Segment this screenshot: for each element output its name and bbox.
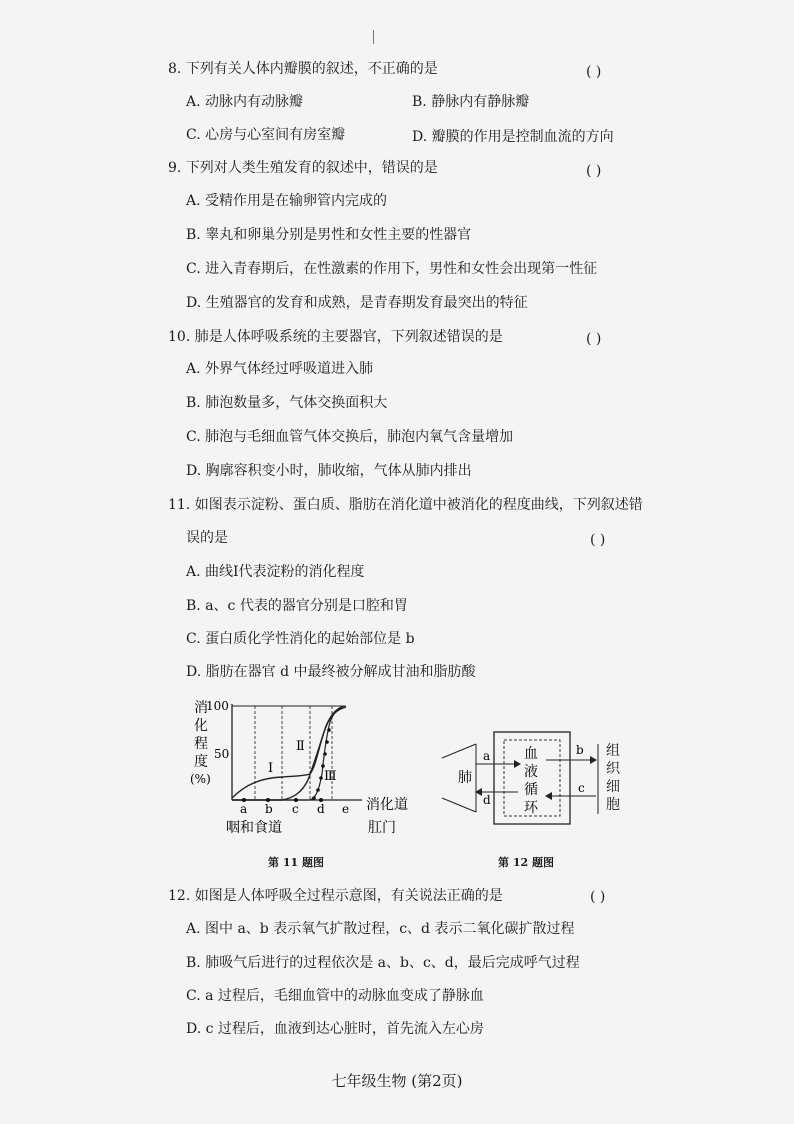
fig11-ylabel-4: 度	[194, 754, 208, 770]
fig12-arrowhead-b	[590, 756, 597, 764]
q9-option-a: A. 受精作用是在输卵管内完成的	[186, 193, 388, 209]
figure-11-digestion-curves	[186, 694, 416, 844]
fig12-tissue-4: 胞	[606, 797, 620, 813]
fig12-label-b: b	[576, 743, 584, 757]
q9-answer-paren: ( )	[586, 163, 602, 179]
q12-option-c: C. a 过程后，毛细血管中的动脉血变成了静脉血	[186, 988, 484, 1004]
q11-answer-paren: ( )	[590, 532, 606, 548]
q11-option-a: A. 曲线Ⅰ代表淀粉的消化程度	[186, 564, 365, 580]
q9-option-b: B. 睾丸和卵巢分别是男性和女性主要的性器官	[186, 227, 472, 243]
q10-option-c: C. 肺泡与毛细血管气体交换后，肺泡内氧气含量增加	[186, 429, 514, 445]
fig12-tissue-1: 组	[606, 743, 620, 759]
q11-stem-line1: 11. 如图表示淀粉、蛋白质、脂肪在消化道中被消化的程度曲线，下列叙述错	[168, 497, 643, 513]
fig12-label-a: a	[483, 749, 491, 763]
fig12-caption: 第 12 题图	[498, 856, 554, 869]
q11-option-b: B. a、c 代表的器官分别是口腔和胃	[186, 598, 408, 614]
fig11-label-curve-2: Ⅱ	[296, 739, 305, 754]
fig12-lung-line-top	[442, 744, 476, 758]
fig12-lung-line-bottom	[442, 798, 476, 812]
q10-stem: 10. 肺是人体呼吸系统的主要器官，下列叙述错误的是	[168, 329, 503, 345]
fig11-xlabel: 消化道	[366, 797, 408, 813]
q12-option-a: A. 图中 a、b 表示氧气扩散过程，c、d 表示二氧化碳扩散过程	[186, 921, 575, 937]
fig11-point-e: e	[342, 802, 350, 816]
fig12-center-3: 循	[524, 782, 538, 798]
fig12-center-2: 液	[524, 764, 538, 780]
fig12-tissue-label	[606, 742, 622, 814]
figure-12-respiration-diagram	[438, 724, 618, 834]
q11-option-c: C. 蛋白质化学性消化的起始部位是 b	[186, 631, 415, 647]
fig12-tissue-3: 细	[606, 779, 620, 795]
page-footer: 七年级生物 (第2页)	[331, 1072, 463, 1090]
q10-option-d: D. 胸廓容积变小时，肺收缩，气体从肺内排出	[186, 463, 472, 479]
q12-option-b: B. 肺吸气后进行的过程依次是 a、b、c、d，最后完成呼气过程	[186, 955, 580, 971]
fig11-label-curve-3: Ⅲ	[324, 769, 337, 784]
fig11-point-d: d	[317, 802, 325, 816]
fig11-label-curve-1: Ⅰ	[268, 761, 274, 776]
fig12-center-4: 环	[524, 800, 538, 816]
q8-stem: 8. 下列有关人体内瓣膜的叙述，不正确的是	[168, 61, 438, 77]
fig12-tissue-2: 织	[606, 761, 620, 777]
q9-option-c: C. 进入青春期后，在性激素的作用下，男性和女性会出现第一性征	[186, 261, 598, 277]
fig12-arrowhead-c	[545, 792, 552, 800]
fig11-ylabel-5: (%)	[190, 772, 211, 786]
fig12-label-d: d	[483, 793, 491, 807]
fig11-y50: 50	[214, 747, 230, 761]
fig12-arrowhead-a	[514, 760, 521, 768]
q10-option-a: A. 外界气体经过呼吸道进入肺	[186, 361, 374, 377]
q8-answer-paren: ( )	[586, 64, 602, 80]
q11-option-d: D. 脂肪在器官 d 中最终被分解成甘油和脂肪酸	[186, 664, 476, 680]
q11-stem-line2: 误的是	[186, 530, 228, 546]
q12-stem: 12. 如图是人体呼吸全过程示意图，有关说法正确的是	[168, 888, 503, 904]
q9-stem: 9. 下列对人类生殖发育的叙述中，错误的是	[168, 160, 438, 176]
q12-option-d: D. c 过程后，血液到达心脏时，首先流入左心房	[186, 1021, 484, 1037]
fig12-center-1: 血	[524, 746, 538, 762]
q10-answer-paren: ( )	[586, 331, 602, 347]
fig11-left-label: 咽和食道	[226, 820, 282, 836]
fig11-ylabel-1: 消	[194, 700, 208, 716]
fig11-point-a: a	[240, 802, 248, 816]
fig11-caption: 第 11 题图	[268, 856, 324, 869]
fig11-ylabel-3: 程	[194, 736, 208, 752]
q9-option-d: D. 生殖器官的发育和成熟，是青春期发育最突出的特征	[186, 295, 528, 311]
q12-answer-paren: ( )	[590, 889, 606, 905]
fig11-ylabel-2: 化	[194, 718, 208, 734]
fig11-y100: 100	[206, 699, 229, 713]
fig11-point-c: c	[292, 802, 299, 816]
fig12-lung: 肺	[458, 770, 472, 786]
q8-option-a: A. 动脉内有动脉瓣	[186, 94, 304, 110]
scan-mark	[373, 30, 374, 44]
fig11-right-label: 肛门	[368, 820, 396, 836]
q8-option-b: B. 静脉内有静脉瓣	[412, 94, 530, 110]
q10-option-b: B. 肺泡数量多，气体交换面积大	[186, 395, 388, 411]
fig12-label-c: c	[578, 781, 585, 795]
q8-option-c: C. 心房与心室间有房室瓣	[186, 127, 346, 143]
q8-option-d: D. 瓣膜的作用是控制血流的方向	[412, 129, 614, 145]
fig11-point-b: b	[265, 802, 273, 816]
